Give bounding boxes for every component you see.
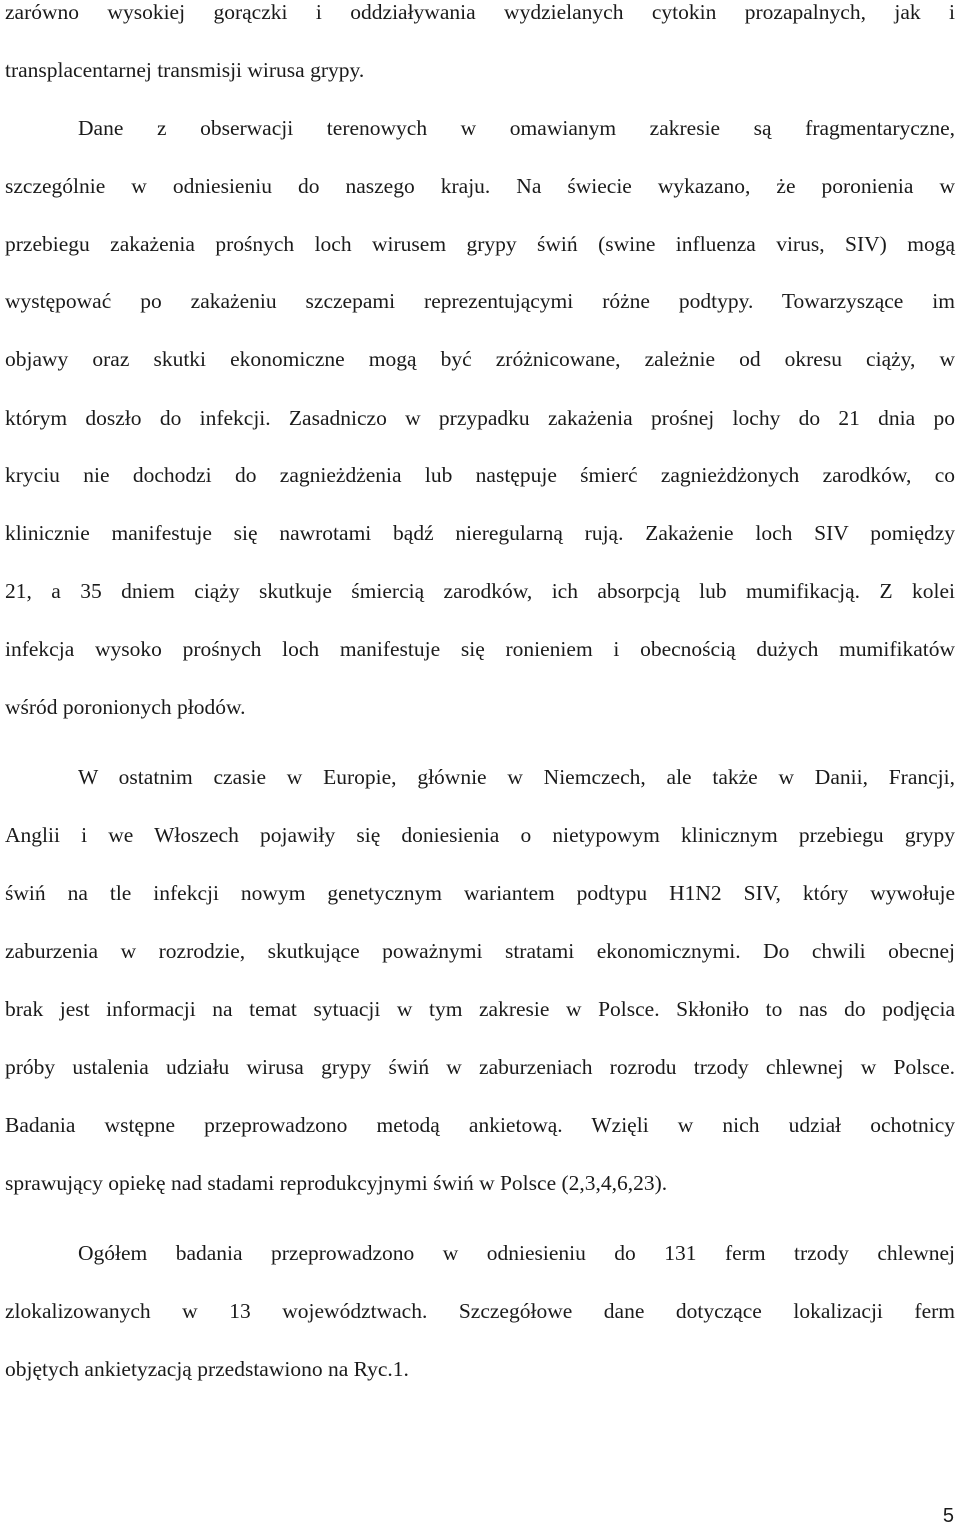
paragraph-2-line-6: którym doszło do infekcji. Zasadniczo w przypadku zakażenia prośnej lochy do 21 dnia po	[5, 406, 955, 430]
paragraph-2-line-8: klinicznie manifestuje się nawrotami bądź nieregularną rują. Zakażenie loch SIV pomiędzy	[5, 521, 955, 545]
paragraph-3-line-7: Badania wstępne przeprowadzono metodą ankietową. Wzięli w nich udział ochotnicy	[5, 1113, 955, 1137]
paragraph-3-line-1: W ostatnim czasie w Europie, głównie w Niemczech, ale także w Danii, Francji,	[78, 765, 955, 789]
paragraph-2-line-11: wśród poronionych płodów.	[5, 695, 246, 719]
paragraph-3-line-4: zaburzenia w rozrodzie, skutkujące poważnymi stratami ekonomicznymi. Do chwili obecnej	[5, 939, 955, 963]
paragraph-2-line-10: infekcja wysoko prośnych loch manifestuje się ronieniem i obecnością dużych mumifikatów	[5, 637, 955, 661]
paragraph-4-line-3: objętych ankietyzacją przedstawiono na Ryc.1.	[5, 1357, 409, 1381]
paragraph-4-line-1: Ogółem badania przeprowadzono w odniesieniu do 131 ferm trzody chlewnej	[78, 1241, 955, 1265]
paragraph-2-line-9: 21, a 35 dniem ciąży skutkuje śmiercią zarodków, ich absorpcją lub mumifikacją. Z kolei	[5, 579, 955, 603]
paragraph-3-line-8: sprawujący opiekę nad stadami reprodukcyjnymi świń w Polsce (2,3,4,6,23).	[5, 1171, 668, 1195]
paragraph-1-line-1: zarówno wysokiej gorączki i oddziaływania wydzielanych cytokin prozapalnych, jak i	[5, 0, 955, 24]
paragraph-3-line-5: brak jest informacji na temat sytuacji w tym zakresie w Polsce. Skłoniło to nas do podjęcia	[5, 997, 955, 1021]
paragraph-2-line-1: Dane z obserwacji terenowych w omawianym zakresie są fragmentaryczne,	[78, 116, 955, 140]
paragraph-2-line-2: szczególnie w odniesieniu do naszego kraju. Na świecie wykazano, że poronienia w	[5, 174, 955, 198]
paragraph-4-line-2: zlokalizowanych w 13 województwach. Szczegółowe dane dotyczące lokalizacji ferm	[5, 1299, 955, 1323]
paragraph-2-line-4: występować po zakażeniu szczepami reprezentującymi różne podtypy. Towarzyszące im	[5, 289, 955, 313]
page-number: 5	[942, 1505, 954, 1527]
paragraph-3-line-3: świń na tle infekcji nowym genetycznym wariantem podtypu H1N2 SIV, który wywołuje	[5, 881, 955, 905]
paragraph-3-line-6: próby ustalenia udziału wirusa grypy świń w zaburzeniach rozrodu trzody chlewnej w Polsce.	[5, 1055, 955, 1079]
paragraph-2-line-3: przebiegu zakażenia prośnych loch wirusem grypy świń (swine influenza virus, SIV) mogą	[5, 232, 955, 256]
paragraph-3-line-2: Anglii i we Włoszech pojawiły się doniesienia o nietypowym klinicznym przebiegu grypy	[5, 823, 955, 847]
paragraph-1-line-2: transplacentarnej transmisji wirusa grypy.	[5, 58, 365, 82]
paragraph-2-line-5: objawy oraz skutki ekonomiczne mogą być zróżnicowane, zależnie od okresu ciąży, w	[5, 347, 955, 371]
paragraph-2-line-7: kryciu nie dochodzi do zagnieżdżenia lub następuje śmierć zagnieżdżonych zarodków, co	[5, 463, 955, 487]
